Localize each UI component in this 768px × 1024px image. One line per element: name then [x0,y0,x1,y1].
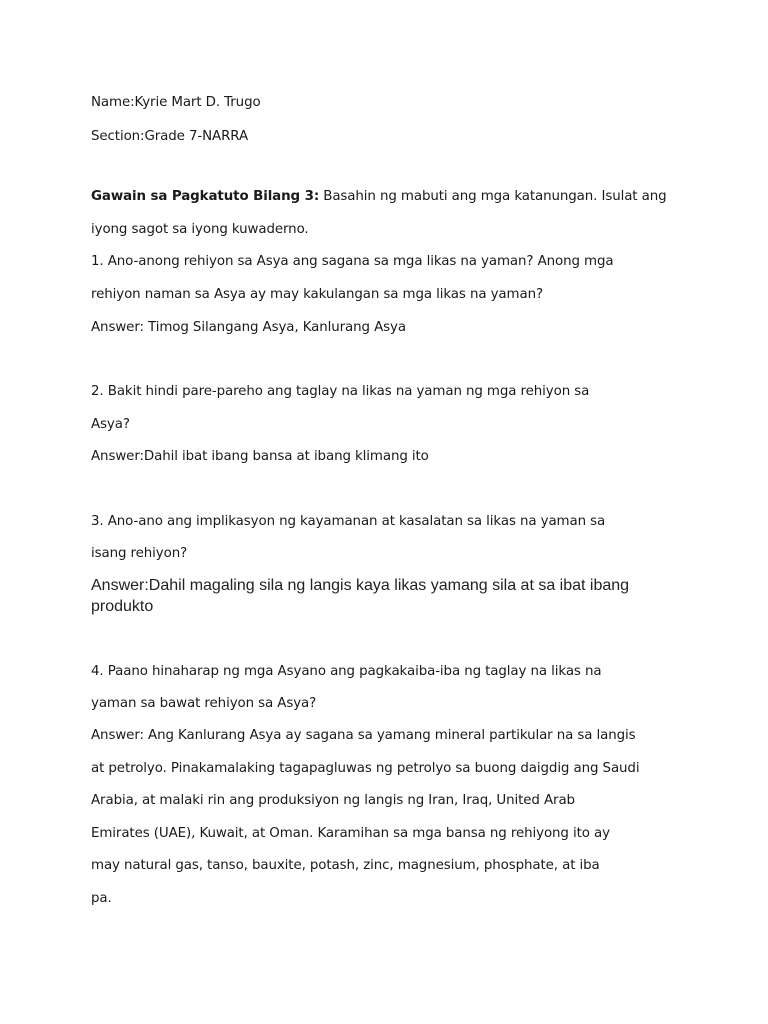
student-section: Section:Grade 7-NARRA [91,129,248,144]
activity-heading [91,188,667,206]
answer-2: Answer:Dahil ibat ibang bansa at ibang klimang ito [91,449,429,464]
answer-1: Answer: Timog Silangang Asya, Kanlurang Asya [91,320,406,335]
answer-4-line-3: Arabia, at malaki rin ang produksiyon ng langis ng Iran, Iraq, United Arab [91,793,575,808]
activity-instruction-cont: iyong sagot sa iyong kuwaderno. [91,222,309,237]
answer-4-line-4: Emirates (UAE), Kuwait, at Oman. Karamihan sa mga bansa ng rehiyong ito ay [91,826,610,841]
question-2-line-2: Asya? [91,417,130,432]
question-2-line-1: 2. Bakit hindi pare-pareho ang taglay na likas na yaman ng mga rehiyon sa [91,384,590,399]
activity-instruction: Basahin ng mabuti ang mga katanungan. Isulat ang [319,189,667,204]
answer-4-line-2: at petrolyo. Pinakamalaking tagapagluwas ng petrolyo sa buong daigdig ang Saudi [91,761,640,776]
question-1-line-2: rehiyon naman sa Asya ay may kakulangan sa mga likas na yaman? [91,287,543,302]
question-3-line-1: 3. Ano-ano ang implikasyon ng kayamanan at kasalatan sa likas na yaman sa [91,514,606,529]
answer-4-line-6: pa. [91,891,112,906]
student-name: Name:Kyrie Mart D. Trugo [91,95,261,110]
answer-3-line-1: Answer:Dahil magaling sila ng langis kaya likas yamang sila at sa ibat ibang [91,577,630,594]
answer-3-line-2: produkto [91,598,154,615]
question-3-line-2: isang rehiyon? [91,546,188,561]
answer-4-line-1: Answer: Ang Kanlurang Asya ay sagana sa yamang mineral partikular na sa langis [91,728,636,743]
question-1-line-1: 1. Ano-anong rehiyon sa Asya ang sagana sa mga likas na yaman? Anong mga [91,254,614,269]
question-4-line-2: yaman sa bawat rehiyon sa Asya? [91,696,317,711]
activity-title: Gawain sa Pagkatuto Bilang 3: [91,189,320,204]
question-4-line-1: 4. Paano hinaharap ng mga Asyano ang pagkakaiba-iba ng taglay na likas na [91,664,602,679]
answer-4-line-5: may natural gas, tanso, bauxite, potash, zinc, magnesium, phosphate, at iba [91,858,600,873]
